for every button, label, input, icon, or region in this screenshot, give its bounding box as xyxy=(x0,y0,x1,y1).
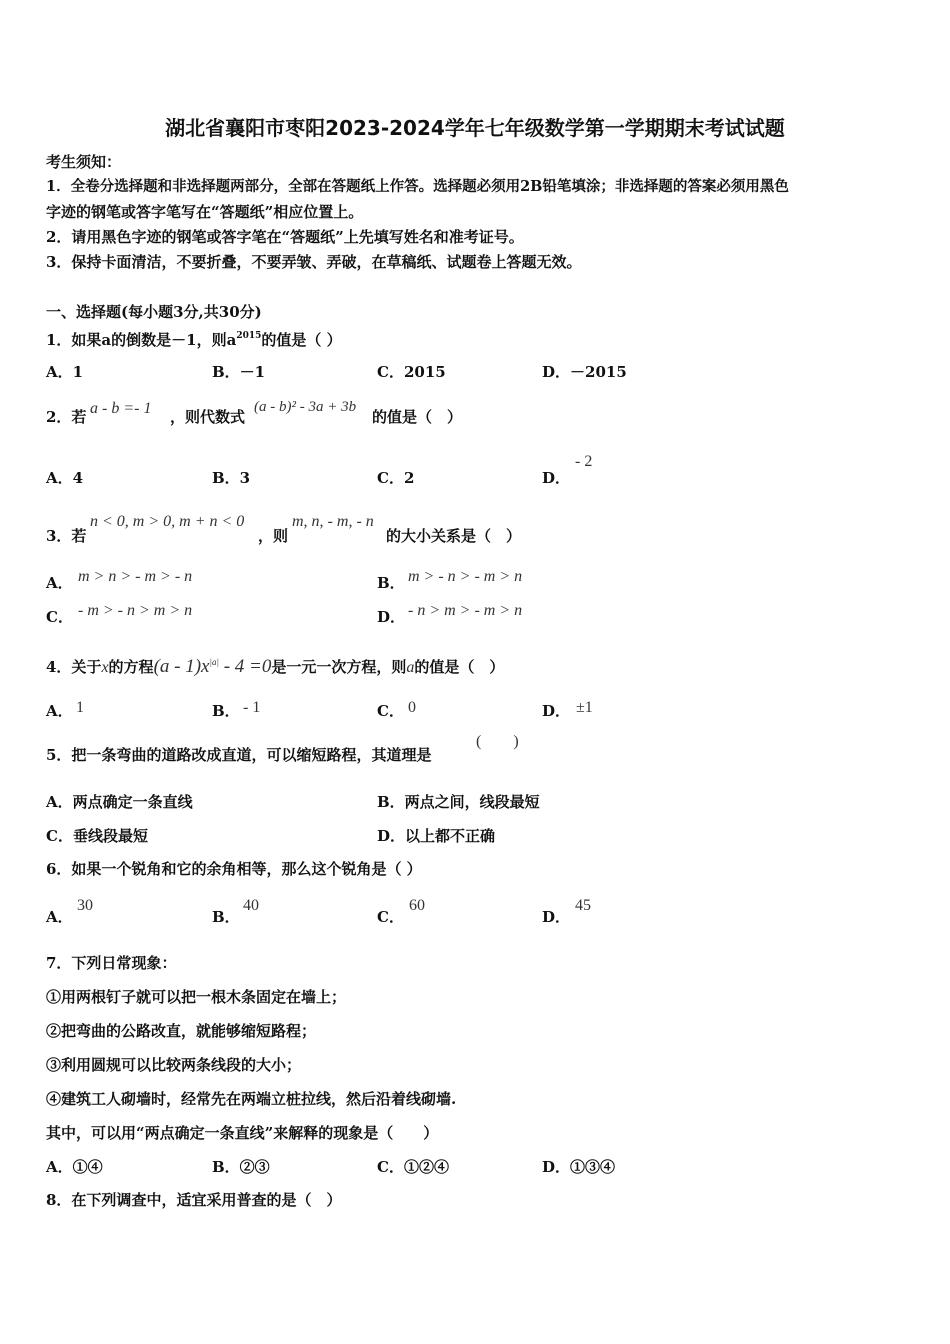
q4-equation-exponent: |a| xyxy=(209,657,219,667)
q7-option-c[interactable]: C．①②④ xyxy=(377,1158,449,1176)
q2-option-b[interactable]: B．3 xyxy=(212,469,251,487)
q2-stem-mid: ，则代数式 xyxy=(170,408,246,426)
notice-item-3: 3．保持卡面清洁，不要折叠，不要弄皱、弄破，在草稿纸、试题卷上答题无效。 xyxy=(46,253,582,271)
q2-stem-pre: 2．若 xyxy=(46,408,87,426)
q4-option-b-value: - 1 xyxy=(243,699,261,716)
q7-option-b[interactable]: B．②③ xyxy=(212,1158,270,1176)
q2-option-d[interactable]: D． xyxy=(542,469,571,487)
q7-option-a[interactable]: A．①④ xyxy=(46,1158,103,1176)
question-4 xyxy=(46,652,504,678)
q3-stem-pre: 3．若 xyxy=(46,527,87,545)
q3-expression-2: m, n, - m, - n xyxy=(292,513,374,530)
q7-stem: 7．下列日常现象： xyxy=(46,954,177,972)
q7-option-d[interactable]: D．①③④ xyxy=(542,1158,616,1176)
q2-expression-1: a - b =- 1 xyxy=(90,400,152,417)
notice-heading: 考生须知： xyxy=(46,153,122,171)
q6-option-d-value: 45 xyxy=(575,897,591,914)
q4-option-c-value: 0 xyxy=(408,699,416,716)
q4-option-a-value: 1 xyxy=(76,699,84,716)
q2-option-a[interactable]: A．4 xyxy=(46,469,84,487)
q6-option-b[interactable]: B． xyxy=(212,908,240,926)
notice-item-1a: 1．全卷分选择题和非选择题两部分，全部在答题纸上作答。选择题必须用2B铅笔填涂；非选择题的答案必须用黑色 xyxy=(46,178,789,195)
q5-stem: 5．把一条弯曲的道路改成直道，可以缩短路程，其道理是 xyxy=(46,746,432,764)
q3-stem-mid: ，则 xyxy=(258,527,289,545)
q4-option-d[interactable]: D． xyxy=(542,702,571,720)
q6-stem: 6．如果一个锐角和它的余角相等，那么这个锐角是（ ） xyxy=(46,860,422,878)
q3-option-a[interactable]: A． xyxy=(46,574,73,592)
q6-option-c-value: 60 xyxy=(409,897,425,914)
q5-option-a[interactable]: A．两点确定一条直线 xyxy=(46,793,193,811)
q4-option-b[interactable]: B． xyxy=(212,702,240,720)
q1-option-c[interactable]: C．2015 xyxy=(377,363,446,381)
q2-expression-2: (a - b)² - 3a + 3b xyxy=(254,399,357,415)
q4-equation xyxy=(154,656,272,677)
q1-option-a[interactable]: A．1 xyxy=(46,363,84,381)
q1-option-d[interactable]: D．－2015 xyxy=(542,363,627,381)
q3-option-c-value: - m > - n > m > n xyxy=(78,602,193,619)
q3-expression-1: n < 0, m > 0, m + n < 0 xyxy=(90,513,245,530)
section-heading: 一、选择题(每小题3分,共30分) xyxy=(46,303,262,321)
q3-option-c[interactable]: C． xyxy=(46,608,73,626)
page-title: 湖北省襄阳市枣阳2023-2024学年七年级数学第一学期期末考试试题 xyxy=(165,116,785,140)
q4-option-d-value: ±1 xyxy=(576,699,593,716)
q3-option-b-value: m > - n > - m > n xyxy=(408,568,523,585)
q6-option-c[interactable]: C． xyxy=(377,908,404,926)
q7-statement-2: ②把弯曲的公路改直，就能够缩短路程； xyxy=(46,1022,317,1040)
q4-stem-post2: 的值是（ ） xyxy=(414,658,505,676)
q4-stem-post: 是一元一次方程，则 xyxy=(271,658,407,676)
q4-variable-a: a xyxy=(406,659,415,676)
q5-option-b[interactable]: B．两点之间，线段最短 xyxy=(377,793,540,811)
q3-option-d-value: - n > m > - m > n xyxy=(408,602,523,619)
q6-option-a-value: 30 xyxy=(77,897,93,914)
q7-question: 其中，可以用“两点确定一条直线”来解释的现象是（ ） xyxy=(46,1124,439,1142)
q7-statement-1: ①用两根钉子就可以把一根木条固定在墙上； xyxy=(46,988,347,1006)
q3-option-d[interactable]: D． xyxy=(377,608,406,626)
q2-option-d-value: - 2 xyxy=(575,453,593,470)
q3-option-b[interactable]: B． xyxy=(377,574,405,592)
q5-answer-paren: ( ) xyxy=(476,733,519,750)
q6-option-b-value: 40 xyxy=(243,897,259,914)
q1-option-b[interactable]: B．－1 xyxy=(212,363,266,381)
q8-stem: 8．在下列调查中，适宜采用普查的是（ ） xyxy=(46,1191,342,1209)
q6-option-d[interactable]: D． xyxy=(542,908,571,926)
q7-statement-4: ④建筑工人砌墙时，经常先在两端立桩拉线，然后沿着线砌墙. xyxy=(46,1090,457,1108)
q1-stem-pre: 1．如果a的倒数是－1，则a xyxy=(46,331,237,349)
q2-stem-post: 的值是（ ） xyxy=(372,408,463,426)
q4-stem-mid: 的方程 xyxy=(108,658,154,676)
question-1 xyxy=(46,326,342,350)
q7-statement-3: ③利用圆规可以比较两条线段的大小； xyxy=(46,1056,302,1074)
q1-exponent: 2015 xyxy=(236,331,262,341)
q5-option-d[interactable]: D．以上都不正确 xyxy=(377,827,496,845)
q3-stem-post: 的大小关系是（ ） xyxy=(386,527,522,545)
q6-option-a[interactable]: A． xyxy=(46,908,73,926)
notice-item-1b: 字迹的钢笔或答字笔写在“答题纸”相应位置上。 xyxy=(46,203,364,221)
q4-option-a[interactable]: A． xyxy=(46,702,73,720)
q3-option-a-value: m > n > - m > - n xyxy=(78,568,193,585)
q4-variable-x: x xyxy=(101,659,109,676)
q2-option-c[interactable]: C．2 xyxy=(377,469,415,487)
q4-option-c[interactable]: C． xyxy=(377,702,404,720)
q4-stem-pre: 4．关于 xyxy=(46,658,102,676)
q4-equation-base: (a - 1)x xyxy=(153,656,210,677)
q1-stem-post: 的值是（ ） xyxy=(261,331,342,349)
notice-item-2: 2．请用黑色字迹的钢笔或答字笔在“答题纸”上先填写姓名和准考证号。 xyxy=(46,228,524,246)
q5-option-c[interactable]: C．垂线段最短 xyxy=(46,827,148,845)
q4-equation-rest: - 4 =0 xyxy=(218,656,272,677)
